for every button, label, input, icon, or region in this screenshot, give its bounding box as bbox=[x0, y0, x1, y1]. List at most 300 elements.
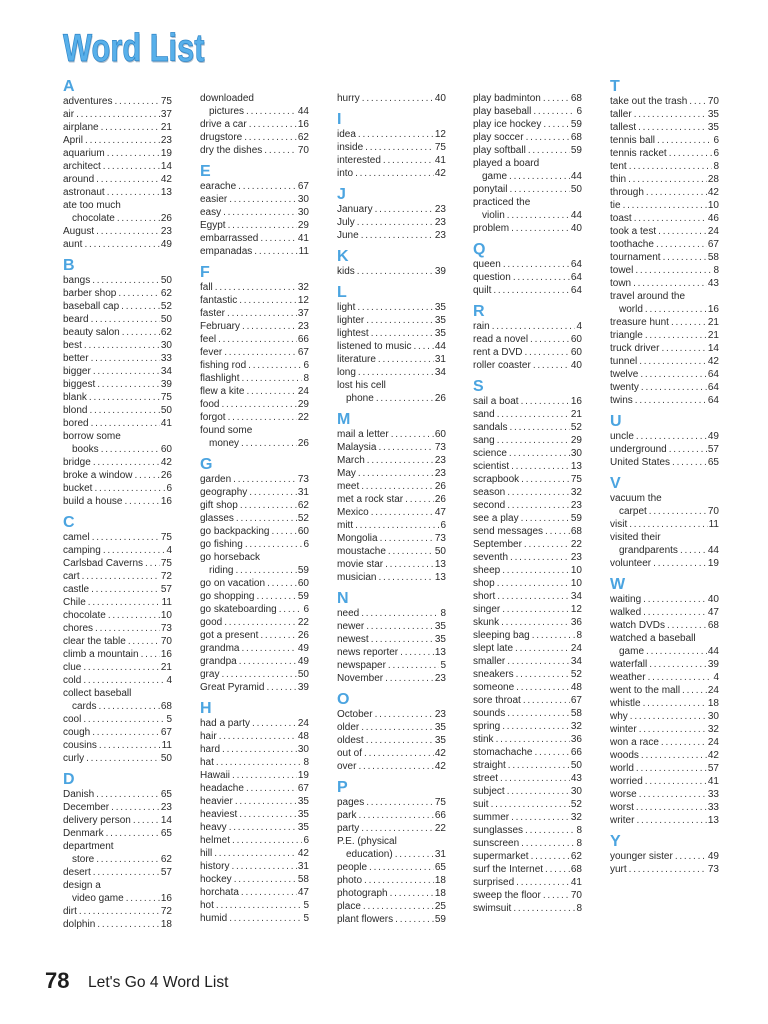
entry-page-number: 60 bbox=[297, 525, 309, 537]
entry-word: sunglasses bbox=[473, 824, 524, 836]
dot-leader bbox=[505, 499, 570, 512]
entry-line bbox=[200, 411, 309, 424]
word-entry bbox=[473, 196, 582, 222]
dot-leader bbox=[641, 593, 707, 606]
word-entry bbox=[610, 381, 719, 394]
word-entry bbox=[610, 251, 719, 264]
entry-page-number: 28 bbox=[707, 174, 719, 185]
entry-word-continued: education) bbox=[346, 848, 393, 860]
word-entry bbox=[473, 746, 582, 759]
entry-line bbox=[473, 447, 582, 460]
entry-line bbox=[200, 681, 309, 694]
entry-word: better bbox=[63, 353, 89, 364]
word-entry bbox=[63, 160, 172, 173]
entry-word: cousins bbox=[63, 740, 97, 751]
entry-word: baseball cap bbox=[63, 301, 120, 312]
entry-page-number: 40 bbox=[707, 594, 719, 605]
entry-word: thin bbox=[610, 174, 627, 185]
entry-word: people bbox=[337, 861, 368, 873]
dot-leader bbox=[634, 801, 707, 814]
entry-word: go on vacation bbox=[200, 577, 266, 589]
word-entry bbox=[337, 441, 446, 454]
entry-line bbox=[473, 271, 582, 284]
entry-word: spring bbox=[473, 720, 501, 732]
dot-leader bbox=[82, 339, 160, 352]
word-entry bbox=[200, 616, 309, 629]
entry-line bbox=[610, 290, 719, 303]
word-entry bbox=[63, 274, 172, 287]
entry-word: Carlsbad Caverns bbox=[63, 558, 144, 569]
dot-leader bbox=[508, 551, 570, 564]
entry-line bbox=[610, 557, 719, 570]
word-entry bbox=[200, 808, 309, 821]
entry-line bbox=[337, 154, 446, 167]
word-entry bbox=[610, 95, 719, 108]
entry-word: twins bbox=[610, 395, 633, 406]
entry-word: embarrassed bbox=[200, 232, 259, 244]
entry-line bbox=[200, 180, 309, 193]
entry-word: take out the trash bbox=[610, 96, 688, 107]
entry-line bbox=[610, 264, 719, 277]
word-entry bbox=[610, 121, 719, 134]
section-letter: I bbox=[337, 110, 342, 128]
entry-page-number: 30 bbox=[570, 447, 582, 459]
entry-word: tournament bbox=[610, 252, 661, 263]
entry-page-number: 16 bbox=[297, 118, 309, 130]
dot-leader bbox=[97, 739, 161, 752]
entry-line bbox=[610, 173, 719, 186]
dot-leader bbox=[641, 606, 707, 619]
word-entry bbox=[200, 499, 309, 512]
entry-word: easier bbox=[200, 193, 228, 205]
entry-word: problem bbox=[473, 222, 510, 234]
entry-line bbox=[473, 564, 582, 577]
entry-word: drive a car bbox=[200, 118, 247, 130]
entry-line bbox=[337, 620, 446, 633]
dot-leader bbox=[214, 756, 303, 769]
entry-page-number: 42 bbox=[434, 747, 446, 759]
entry-line bbox=[63, 713, 172, 726]
dot-leader bbox=[355, 216, 434, 229]
entry-page-number: 11 bbox=[161, 740, 172, 751]
entry-line bbox=[200, 219, 309, 232]
section-g bbox=[200, 456, 309, 694]
entry-word: surprised bbox=[473, 876, 515, 888]
word-entry bbox=[473, 538, 582, 551]
dot-leader bbox=[227, 193, 297, 206]
entry-word: treasure hunt bbox=[610, 317, 669, 328]
entry-page-number: 42 bbox=[434, 167, 446, 179]
entry-line bbox=[200, 245, 309, 258]
entry-word: news reporter bbox=[337, 646, 399, 658]
entry-page-number: 42 bbox=[160, 174, 172, 185]
entry-page-number: 50 bbox=[570, 183, 582, 195]
dot-leader bbox=[509, 811, 570, 824]
entry-word: blank bbox=[63, 392, 87, 403]
entry-page-number: 31 bbox=[297, 860, 309, 872]
entry-page-number: 33 bbox=[160, 353, 172, 364]
entry-page-number: 50 bbox=[160, 405, 172, 416]
dot-leader bbox=[637, 723, 707, 736]
word-entry bbox=[473, 863, 582, 876]
section-letter: W bbox=[610, 576, 626, 593]
entry-word: plant flowers bbox=[337, 913, 394, 925]
entry-line bbox=[473, 642, 582, 655]
entry-word: second bbox=[473, 499, 506, 511]
word-entry bbox=[473, 434, 582, 447]
entry-page-number: 32 bbox=[570, 486, 582, 498]
dot-leader bbox=[364, 314, 434, 327]
entry-word: grandma bbox=[200, 642, 240, 654]
word-entry bbox=[63, 391, 172, 404]
entry-line bbox=[63, 482, 172, 495]
entry-word: see a play bbox=[473, 512, 519, 524]
entry-line bbox=[337, 493, 446, 506]
entry-word: season bbox=[473, 486, 506, 498]
entry-word: waterfall bbox=[610, 659, 648, 670]
entry-word: moustache bbox=[337, 545, 386, 557]
entry-page-number: 23 bbox=[160, 135, 172, 146]
dot-leader bbox=[94, 173, 160, 186]
entry-line bbox=[63, 752, 172, 765]
entry-line bbox=[200, 320, 309, 333]
dot-leader bbox=[131, 814, 160, 827]
entry-page-number: 22 bbox=[570, 538, 582, 550]
entry-word-continued: store bbox=[72, 854, 95, 865]
entry-word: gift shop bbox=[200, 499, 238, 511]
entry-word: bigger bbox=[63, 366, 91, 377]
dot-leader bbox=[77, 905, 160, 918]
entry-line bbox=[337, 519, 446, 532]
section-continued bbox=[337, 92, 446, 105]
dot-leader bbox=[643, 303, 707, 316]
word-entry bbox=[200, 551, 309, 577]
entry-word: light bbox=[337, 301, 356, 313]
entry-word: whistle bbox=[610, 698, 641, 709]
dot-leader bbox=[506, 759, 570, 772]
entry-line bbox=[337, 428, 446, 441]
entry-word: good bbox=[200, 616, 223, 628]
entry-page-number: 30 bbox=[297, 193, 309, 205]
entry-page-number: 52 bbox=[297, 512, 309, 524]
entry-line bbox=[473, 759, 582, 772]
word-entry bbox=[473, 707, 582, 720]
entry-page-number: 30 bbox=[570, 785, 582, 797]
entry-word: listened to music bbox=[337, 340, 412, 352]
entry-line bbox=[473, 616, 582, 629]
entry-page-number: 24 bbox=[297, 385, 309, 397]
dot-leader bbox=[364, 734, 434, 747]
entry-word: heavy bbox=[200, 821, 227, 833]
word-entry bbox=[63, 661, 172, 674]
entry-page-number: 59 bbox=[434, 913, 446, 925]
entry-page-number: 23 bbox=[434, 216, 446, 228]
entry-page-number: 35 bbox=[434, 620, 446, 632]
dot-leader bbox=[631, 277, 707, 290]
entry-page-number: 59 bbox=[297, 564, 309, 576]
entry-page-number: 59 bbox=[570, 512, 582, 524]
word-entry bbox=[63, 173, 172, 186]
entry-page-number: 35 bbox=[434, 314, 446, 326]
entry-page-number: 60 bbox=[297, 577, 309, 589]
entry-word-continued: carpet bbox=[619, 506, 647, 517]
word-entry bbox=[337, 809, 446, 822]
dot-leader bbox=[91, 365, 160, 378]
word-entry bbox=[473, 694, 582, 707]
word-entry bbox=[200, 655, 309, 668]
word-column-2 bbox=[200, 92, 309, 925]
entry-line bbox=[63, 378, 172, 391]
entry-word: hill bbox=[200, 847, 213, 859]
entry-page-number: 13 bbox=[434, 646, 446, 658]
section-c bbox=[63, 514, 172, 765]
entry-page-number: 5 bbox=[303, 899, 309, 911]
word-entry bbox=[473, 889, 582, 902]
entry-word: curly bbox=[63, 753, 85, 764]
dot-leader bbox=[87, 404, 159, 417]
dot-leader bbox=[237, 808, 297, 821]
entry-word: cool bbox=[63, 714, 82, 725]
dot-leader bbox=[227, 821, 297, 834]
word-entry bbox=[473, 590, 582, 603]
word-entry bbox=[63, 726, 172, 739]
entry-page-number: 66 bbox=[434, 809, 446, 821]
entry-word: climb a mountain bbox=[63, 649, 139, 660]
word-entry bbox=[610, 329, 719, 342]
dot-leader bbox=[265, 577, 297, 590]
section-i bbox=[337, 111, 446, 180]
entry-line bbox=[63, 726, 172, 739]
dot-leader bbox=[217, 730, 297, 743]
word-entry bbox=[337, 506, 446, 519]
entry-line bbox=[610, 531, 719, 544]
entry-word: went to the mall bbox=[610, 685, 681, 696]
word-entry bbox=[610, 671, 719, 684]
entry-word: tie bbox=[610, 200, 621, 211]
entry-page-number: 75 bbox=[570, 473, 582, 485]
entry-page-number: 16 bbox=[160, 496, 172, 507]
entry-page-number: 65 bbox=[707, 457, 719, 468]
entry-word: writer bbox=[610, 815, 635, 826]
entry-page-number: 42 bbox=[160, 457, 172, 468]
entry-word: stink bbox=[473, 733, 494, 745]
entry-page-number: 29 bbox=[297, 398, 309, 410]
dot-leader bbox=[495, 577, 570, 590]
entry-page-number: 13 bbox=[707, 815, 719, 826]
entry-line bbox=[610, 723, 719, 736]
entry-page-number: 26 bbox=[434, 493, 446, 505]
entry-line bbox=[200, 821, 309, 834]
entry-line bbox=[473, 512, 582, 525]
entry-word: Great Pyramid bbox=[200, 681, 265, 693]
entry-line bbox=[200, 206, 309, 219]
dot-leader bbox=[398, 646, 434, 659]
word-entry bbox=[610, 775, 719, 788]
section-letter: H bbox=[200, 699, 212, 717]
dot-leader bbox=[651, 557, 707, 570]
word-entry bbox=[610, 814, 719, 827]
word-entry bbox=[200, 118, 309, 131]
dot-leader bbox=[519, 395, 570, 408]
dot-leader bbox=[247, 118, 297, 131]
entry-line bbox=[63, 788, 172, 801]
entry-line bbox=[473, 824, 582, 837]
word-entry bbox=[337, 887, 446, 900]
entry-word: movie star bbox=[337, 558, 384, 570]
word-entry bbox=[610, 225, 719, 238]
entry-line bbox=[473, 733, 582, 746]
entry-word: go fishing bbox=[200, 538, 243, 550]
dot-leader bbox=[226, 411, 297, 424]
dot-leader bbox=[225, 307, 297, 320]
dot-leader bbox=[227, 912, 302, 925]
entry-word: United States bbox=[610, 457, 671, 468]
entry-word: rain bbox=[473, 320, 490, 332]
entry-line bbox=[473, 681, 582, 694]
word-entry bbox=[473, 92, 582, 105]
word-entry bbox=[200, 668, 309, 681]
word-entry bbox=[200, 144, 309, 157]
entry-word: idea bbox=[337, 128, 356, 140]
entry-page-number: 44 bbox=[434, 340, 446, 352]
entry-page-number: 41 bbox=[434, 154, 446, 166]
entry-page-number: 40 bbox=[570, 222, 582, 234]
entry-word: easy bbox=[200, 206, 222, 218]
dot-leader bbox=[359, 721, 434, 734]
dot-leader bbox=[505, 486, 570, 499]
dot-leader bbox=[244, 782, 297, 795]
entry-word: through bbox=[610, 187, 644, 198]
word-entry bbox=[200, 206, 309, 219]
dot-leader bbox=[353, 167, 434, 180]
dot-leader bbox=[532, 746, 569, 759]
dot-leader bbox=[91, 456, 160, 469]
word-entry bbox=[473, 824, 582, 837]
entry-word: rent a DVD bbox=[473, 346, 523, 358]
entry-page-number: 8 bbox=[713, 161, 719, 172]
entry-line bbox=[63, 596, 172, 609]
entry-page-number: 59 bbox=[570, 118, 582, 130]
entry-line bbox=[337, 760, 446, 773]
word-column-5 bbox=[610, 78, 719, 876]
entry-word: April bbox=[63, 135, 84, 146]
entry-word: October bbox=[337, 708, 373, 720]
entry-line bbox=[473, 876, 582, 889]
word-entry bbox=[63, 238, 172, 251]
section-e bbox=[200, 163, 309, 258]
entry-line bbox=[200, 131, 309, 144]
dot-leader bbox=[632, 108, 707, 121]
dot-leader bbox=[507, 447, 570, 460]
entry-word: design a bbox=[63, 880, 101, 891]
entry-line bbox=[63, 544, 172, 557]
word-entry bbox=[200, 385, 309, 398]
entry-page-number: 6 bbox=[713, 135, 719, 146]
dot-leader bbox=[123, 495, 160, 508]
entry-line bbox=[473, 525, 582, 538]
entry-line bbox=[337, 708, 446, 721]
entry-word: scientist bbox=[473, 460, 510, 472]
entry-line bbox=[337, 454, 446, 467]
entry-page-number: 25 bbox=[434, 900, 446, 912]
entry-word: short bbox=[473, 590, 496, 602]
dot-leader bbox=[222, 616, 297, 629]
dot-leader bbox=[634, 814, 706, 827]
dot-leader bbox=[362, 747, 434, 760]
entry-word: aquarium bbox=[63, 148, 105, 159]
entry-word: surf the Internet bbox=[473, 863, 544, 875]
entry-word: Mongolia bbox=[337, 532, 378, 544]
entry-line bbox=[337, 887, 446, 900]
entry-page-number: 26 bbox=[160, 470, 172, 481]
entry-page-number: 59 bbox=[297, 590, 309, 602]
entry-page-number: 35 bbox=[707, 109, 719, 120]
section-s bbox=[473, 378, 582, 915]
entry-line bbox=[473, 408, 582, 421]
word-entry bbox=[200, 795, 309, 808]
entry-word: P.E. (physical bbox=[337, 835, 397, 847]
entry-page-number: 32 bbox=[570, 811, 582, 823]
entry-line bbox=[200, 385, 309, 398]
entry-word: dirt bbox=[63, 906, 77, 917]
dot-leader bbox=[95, 378, 160, 391]
entry-line bbox=[200, 294, 309, 307]
entry-line bbox=[200, 743, 309, 756]
entry-word: downloaded bbox=[200, 92, 254, 104]
entry-word: played a board bbox=[473, 157, 540, 169]
entry-line bbox=[63, 583, 172, 596]
dot-leader bbox=[216, 333, 297, 346]
entry-page-number: 64 bbox=[570, 271, 582, 283]
entry-word: underground bbox=[610, 444, 667, 455]
entry-word: mitt bbox=[337, 519, 354, 531]
word-entry bbox=[200, 756, 309, 769]
entry-word: forgot bbox=[200, 411, 226, 423]
entry-word: swimsuit bbox=[473, 902, 512, 914]
section-v bbox=[610, 475, 719, 570]
word-entry bbox=[610, 606, 719, 619]
entry-page-number: 75 bbox=[160, 558, 172, 569]
word-entry bbox=[63, 287, 172, 300]
entry-page-number: 24 bbox=[707, 226, 719, 237]
entry-line bbox=[337, 265, 446, 278]
entry-page-number: 21 bbox=[707, 317, 719, 328]
entry-page-number: 6 bbox=[303, 538, 309, 550]
section-continued bbox=[473, 92, 582, 235]
entry-line-continued bbox=[473, 170, 582, 183]
word-entry bbox=[610, 801, 719, 814]
entry-page-number: 50 bbox=[160, 314, 172, 325]
dot-leader bbox=[386, 659, 440, 672]
entry-word: scrapbook bbox=[473, 473, 520, 485]
entry-page-number: 23 bbox=[434, 229, 446, 241]
entry-page-number: 68 bbox=[570, 92, 582, 104]
entry-word: quilt bbox=[473, 284, 492, 296]
dot-leader bbox=[669, 316, 707, 329]
word-entry bbox=[337, 128, 446, 141]
word-entry bbox=[473, 629, 582, 642]
dot-leader bbox=[659, 342, 706, 355]
entry-page-number: 35 bbox=[434, 301, 446, 313]
entry-line bbox=[337, 340, 446, 353]
entry-page-number: 75 bbox=[160, 532, 172, 543]
entry-word: sail a boat bbox=[473, 395, 519, 407]
entry-line bbox=[63, 674, 172, 687]
word-entry bbox=[200, 180, 309, 193]
entry-word: go backpacking bbox=[200, 525, 270, 537]
word-entry bbox=[337, 822, 446, 835]
entry-page-number: 49 bbox=[707, 851, 719, 862]
